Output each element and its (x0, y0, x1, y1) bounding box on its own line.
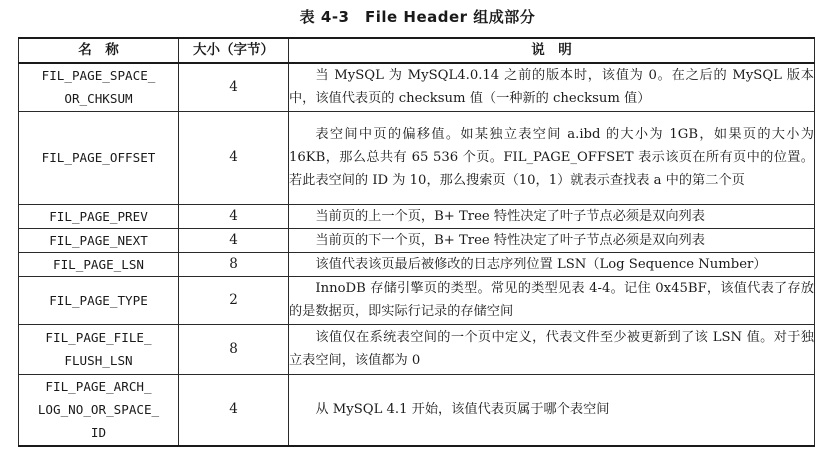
table-row (19, 63, 815, 111)
field-desc-cell: 当前页的上一个页，B+ Tree 特性决定了叶子节点必须是双向列表 (289, 204, 815, 228)
field-desc-cell: 当 MySQL 为 MySQL4.0.14 之前的版本时，该值为 0。在之后的 MySQL 版本中，该值代表页的 checksum 值（一种新的 checksum 值） (289, 63, 815, 111)
field-size-cell: 8 (179, 324, 289, 374)
field-desc-cell: 表空间中页的偏移值。如某独立表空间 a.ibd 的大小为 1GB，如果页的大小为 16KB，那么总共有 65 536 个页。FIL_PAGE_OFFSET 表示该页在所有页中的位置。若此表空间的 ID 为 10，那么搜索页（10，1）就表示查找表 a 中的第二个页 (289, 111, 815, 204)
column-header-size: 大小（字节） (179, 38, 289, 63)
field-size-cell: 2 (179, 276, 289, 324)
field-desc-cell: 当前页的下一个页，B+ Tree 特性决定了叶子节点必须是双向列表 (289, 228, 815, 252)
table-row (19, 111, 815, 204)
field-name-cell: FIL_PAGE_SPACE_ OR_CHKSUM (19, 63, 179, 111)
table-row (19, 204, 815, 228)
field-desc-cell: 该值仅在系统表空间的一个页中定义，代表文件至少被更新到了该 LSN 值。对于独立表空间，该值都为 0 (289, 324, 815, 374)
field-size-cell: 4 (179, 228, 289, 252)
table-row (19, 252, 815, 276)
field-desc-cell: InnoDB 存储引擎页的类型。常见的类型见表 4-4。记住 0x45BF，该值代表了存放的是数据页，即实际行记录的存储空间 (289, 276, 815, 324)
table-row (19, 374, 815, 446)
field-size-cell: 8 (179, 252, 289, 276)
table-caption: 表 4-3 File Header 组成部分 (299, 8, 536, 26)
file-header-table (18, 37, 815, 447)
table-row (19, 324, 815, 374)
table-row (19, 276, 815, 324)
field-desc-cell: 该值代表该页最后被修改的日志序列位置 LSN（Log Sequence Number） (289, 252, 815, 276)
field-name-cell: FIL_PAGE_FILE_ FLUSH_LSN (19, 324, 179, 374)
table-row (19, 228, 815, 252)
field-name-cell: FIL_PAGE_PREV (19, 204, 179, 228)
table-header-row (19, 38, 815, 63)
field-name-cell: FIL_PAGE_TYPE (19, 276, 179, 324)
field-size-cell: 4 (179, 374, 289, 446)
field-size-cell: 4 (179, 204, 289, 228)
field-name-cell: FIL_PAGE_OFFSET (19, 111, 179, 204)
field-name-cell: FIL_PAGE_NEXT (19, 228, 179, 252)
column-header-name: 名 称 (19, 38, 179, 63)
field-size-cell: 4 (179, 63, 289, 111)
field-desc-cell: 从 MySQL 4.1 开始，该值代表页属于哪个表空间 (289, 374, 815, 446)
field-name-cell: FIL_PAGE_LSN (19, 252, 179, 276)
column-header-desc: 说 明 (289, 38, 815, 63)
field-size-cell: 4 (179, 111, 289, 204)
field-name-cell: FIL_PAGE_ARCH_ LOG_NO_OR_SPACE_ ID (19, 374, 179, 446)
